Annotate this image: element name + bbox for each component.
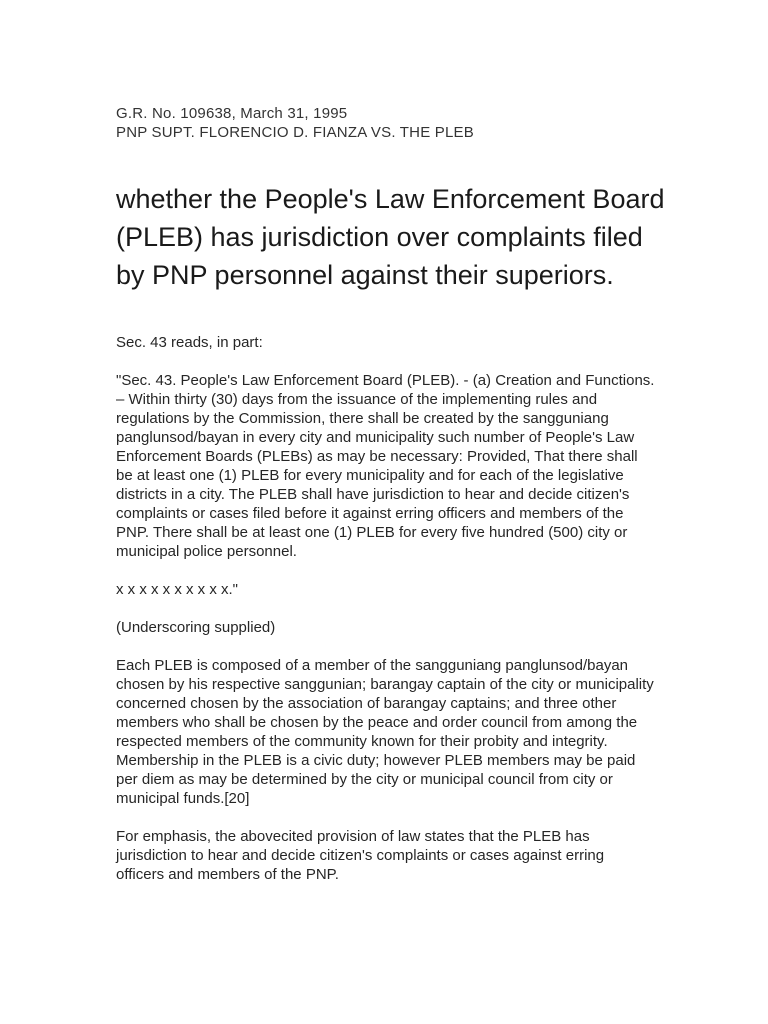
omission-marker: x x x x x x x x x x." (116, 581, 238, 598)
case-title: PNP SUPT. FLORENCIO D. FIANZA VS. THE PLEB (116, 124, 474, 141)
issue-heading: whether the People's Law Enforcement Board (PLEB) has jurisdiction over complaints filed by PNP personnel against their superiors. (116, 184, 665, 290)
emphasis-paragraph: For emphasis, the abovecited provision of law states that the PLEB has jurisdiction to hear and decide citizen's complaints or cases against erring officers and members of the PNP. (116, 828, 605, 883)
quoted-provision: "Sec. 43. People's Law Enforcement Board (PLEB). - (a) Creation and Functions. – Within thirty (30) days from the issuance of the implementing rules and regulations by the Commission, there shall be created by the sangguniang panglunsod/bayan in every city and municipality such number of People's Law Enforcement Boards (PLEBs) as may be necessary: Provided, That there shall be at least one (1) PLEB for every municipality and for each of the legislative districts in a city. The PLEB shall have jurisdiction to hear and decide citizen's complaints or cases filed before it against erring officers and members of the PNP. There shall be at least one (1) PLEB for every five hundred (500) city or municipal police personnel. (116, 372, 655, 560)
case-number: G.R. No. 109638, March 31, 1995 (116, 105, 348, 122)
case-header (116, 104, 716, 142)
section-intro: Sec. 43 reads, in part: (116, 334, 263, 351)
document-body (116, 333, 656, 884)
pleb-composition-paragraph: Each PLEB is composed of a member of the sangguniang panglunsod/bayan chosen by his respective sanggunian; barangay captain of the city or municipality concerned chosen by the association of barangay captains; and three other members who shall be chosen by the peace and order council from among the respected members of the community known for their probity and integrity. Membership in the PLEB is a civic duty; however PLEB members may be paid per diem as may be determined by the city or municipal council from city or municipal funds.[20] (116, 657, 654, 807)
underscoring-note: (Underscoring supplied) (116, 619, 276, 636)
